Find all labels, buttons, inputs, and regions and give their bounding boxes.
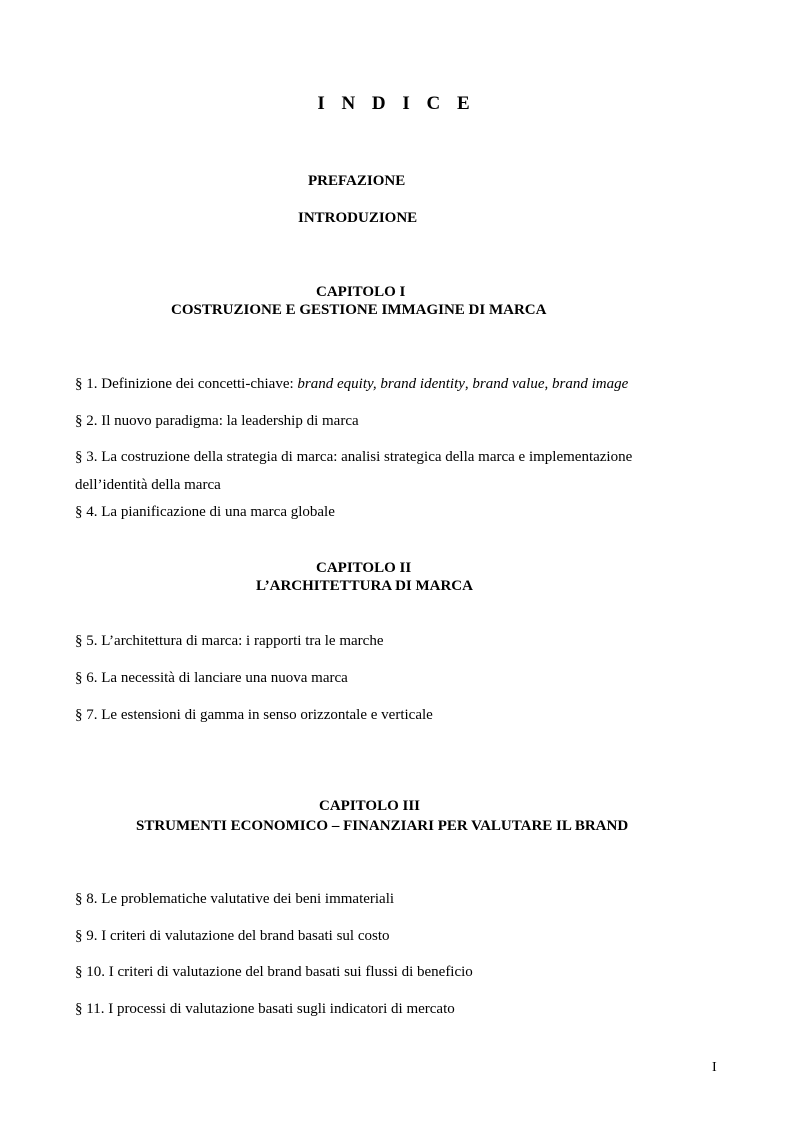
chapter-2-label: CAPITOLO II bbox=[316, 560, 412, 576]
toc-item-1-sep-2: , bbox=[544, 376, 552, 392]
toc-item-9: § 9. I criteri di valutazione del brand basati sul costo bbox=[75, 928, 390, 944]
toc-item-1 bbox=[75, 375, 628, 393]
toc-introduzione: INTRODUZIONE bbox=[298, 210, 418, 226]
toc-item-11: § 11. I processi di valutazione basati sugli indicatori di mercato bbox=[75, 1001, 455, 1017]
toc-item-1-sep-1: , bbox=[464, 376, 473, 392]
toc-item-10: § 10. I criteri di valutazione del brand basati sui flussi di beneficio bbox=[75, 964, 473, 980]
toc-item-5: § 5. L’architettura di marca: i rapporti tra le marche bbox=[75, 633, 384, 649]
toc-item-4: § 4. La pianificazione di una marca globale bbox=[75, 504, 335, 520]
toc-item-1-prefix: § 1. Definizione dei concetti-chiave: bbox=[75, 376, 298, 392]
toc-item-2: § 2. Il nuovo paradigma: la leadership di marca bbox=[75, 413, 359, 429]
chapter-2-title: L’ARCHITETTURA DI MARCA bbox=[256, 578, 473, 594]
toc-item-3-line-1: § 3. La costruzione della strategia di marca: analisi strategica della marca e implementazione bbox=[75, 449, 633, 465]
chapter-3-title: STRUMENTI ECONOMICO – FINANZIARI PER VALUTARE IL BRAND bbox=[136, 818, 629, 834]
chapter-1-title: COSTRUZIONE E GESTIONE IMMAGINE DI MARCA bbox=[171, 302, 547, 318]
index-title: I N D I C E bbox=[317, 93, 476, 114]
toc-item-1-italic-2: brand value bbox=[472, 376, 545, 392]
toc-prefazione: PREFAZIONE bbox=[308, 173, 406, 189]
chapter-1-label: CAPITOLO I bbox=[316, 284, 406, 300]
toc-item-7: § 7. Le estensioni di gamma in senso orizzontale e verticale bbox=[75, 707, 433, 723]
toc-item-3-line-2: dell’identità della marca bbox=[75, 477, 221, 493]
toc-item-1-italic-3: brand image bbox=[551, 376, 629, 392]
toc-item-1-italic-1: brand equity, brand identity bbox=[297, 376, 465, 392]
toc-item-8: § 8. Le problematiche valutative dei beni immateriali bbox=[75, 891, 395, 907]
chapter-3-label: CAPITOLO III bbox=[319, 798, 421, 814]
toc-item-6: § 6. La necessità di lanciare una nuova marca bbox=[75, 670, 348, 686]
page-number: I bbox=[712, 1060, 717, 1075]
